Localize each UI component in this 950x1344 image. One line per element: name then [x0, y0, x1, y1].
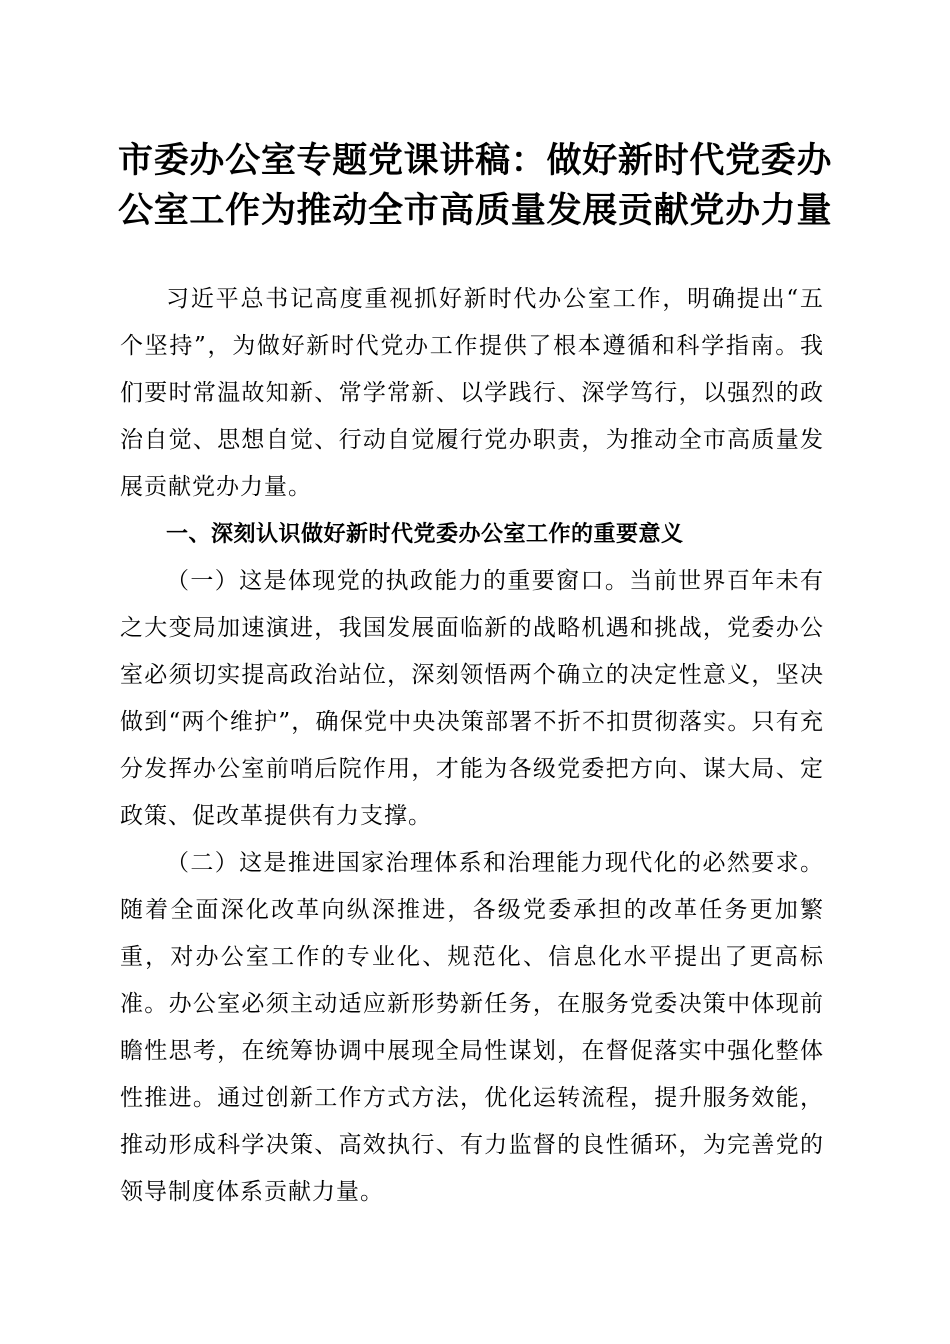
title-line-2: 公室工作为推动全市高质量发展贡献党办力量: [118, 190, 832, 231]
subsection-paragraph-1: （一）这是体现党的执政能力的重要窗口。当前世界百年未有之大变局加速演进，我国发展面临新的战略机遇和挑战，党委办公室必须切实提高政治站位，深刻领悟两个确立的决定性意义，坚决做到“两个维护”，确保党中央决策部署不折不扣贯彻落实。只有充分发挥办公室前哨后院作用，才能为各级党委把方向、谋大局、定政策、促改革提供有力支撑。: [120, 568, 824, 829]
subsection-paragraph-2: （二）这是推进国家治理体系和治理能力现代化的必然要求。随着全面深化改革向纵深推进，各级党委承担的改革任务更加繁重，对办公室工作的专业化、规范化、信息化水平提出了更高标准。办公室必须主动适应新形势新任务，在服务党委决策中体现前瞻性思考，在统筹协调中展现全局性谋划，在督促落实中强化整体性推进。通过创新工作方式方法，优化运转流程，提升服务效能，推动形成科学决策、高效执行、有力监督的良性循环，为完善党的领导制度体系贡献力量。: [120, 850, 824, 1205]
title-line-1: 市委办公室专题党课讲稿：做好新时代党委办: [118, 140, 832, 181]
intro-paragraph: 习近平总书记高度重视抓好新时代办公室工作，明确提出“五个坚持”，为做好新时代党办工作提供了根本遵循和科学指南。我们要时常温故知新、常学常新、以学践行、深学笃行，以强烈的政治自觉、思想自觉、行动自觉履行党办职责，为推动全市高质量发展贡献党办力量。: [120, 286, 824, 500]
section-heading-1: 一、深刻认识做好新时代党委办公室工作的重要意义: [166, 522, 684, 547]
document-title: [118, 136, 832, 236]
document-body: [120, 276, 824, 1216]
